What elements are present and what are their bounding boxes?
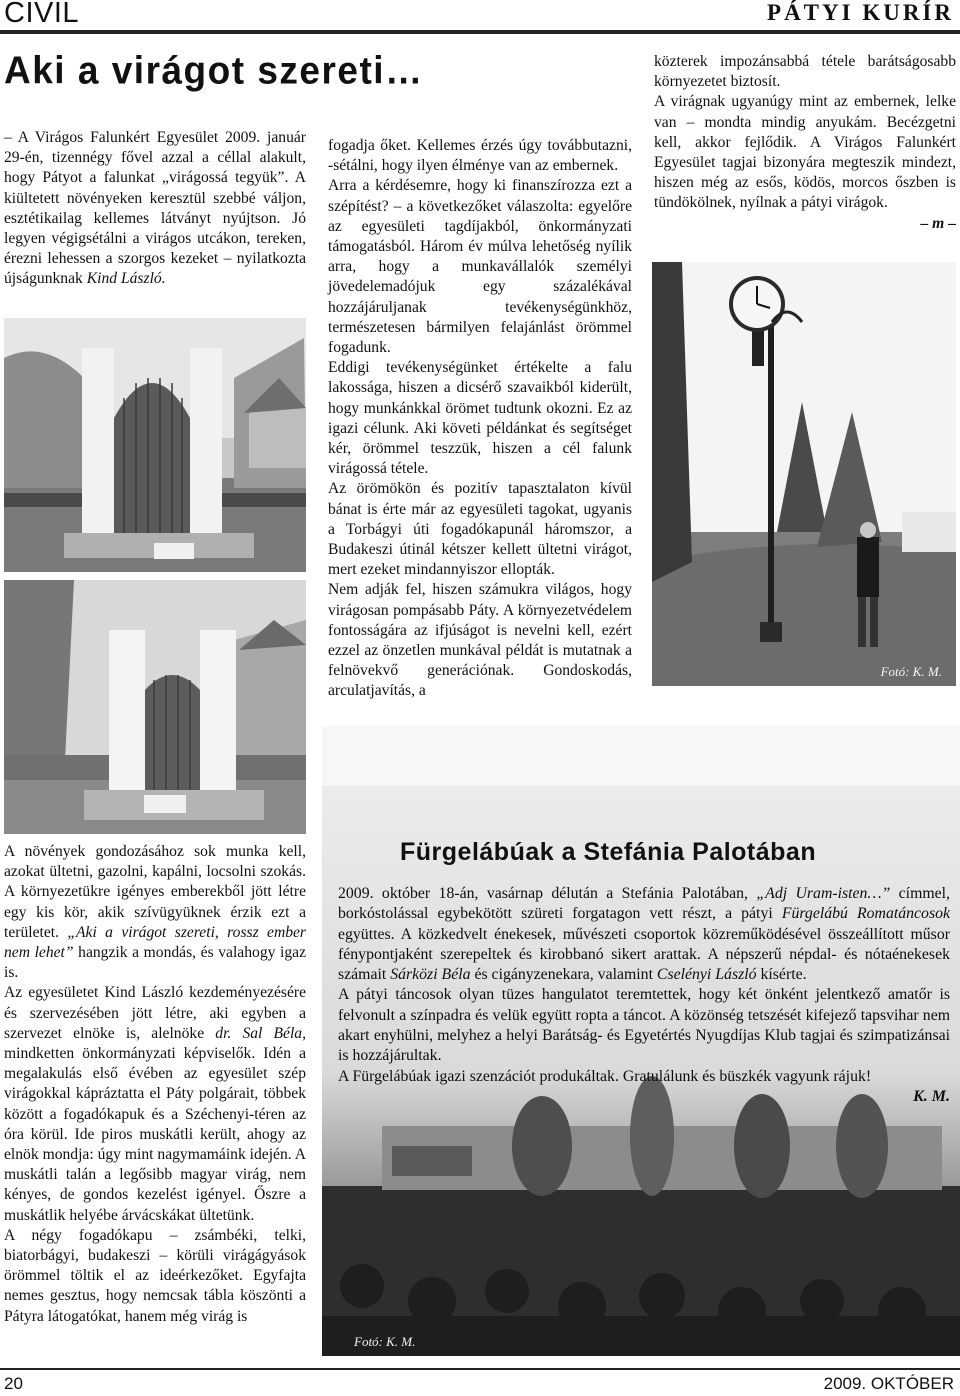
col1-name: dr. Sal Béla, — [215, 1024, 307, 1042]
page-number: 20 — [4, 1374, 23, 1393]
a2-p1b: címmel, borkóstolással egybekötött szüreti forgatagon vett részt, a pátyi — [338, 885, 950, 923]
a2-p1d: és cigányzenekara, valamint — [474, 966, 653, 984]
magazine-name: PÁTYI KURÍR — [767, 0, 954, 25]
dancers-photo-caption: Fotó: K. M. — [354, 1334, 416, 1349]
col2-para-5: Nem adják fel, hiszen számukra világos, hogy virágosan pompásabb Páty. A környezetvédelem fontosságára az ifjúságot is nevelni kell, ezért ezzel az önzetlen munkával példát is mutatnak a felnövekvő generációnak. Gondoskodás, arculatjavítás, a — [328, 581, 632, 700]
col3-para-1: közterek impozánsabbá tétele barátságosabb környezetet biztosít. — [654, 53, 956, 91]
col1-quote: „Aki a virágot szereti, rossz ember nem lehet” — [4, 923, 306, 962]
article-title: Aki a virágot szereti… — [4, 48, 424, 92]
article-intro — [4, 128, 306, 290]
issue-date: 2009. OKTÓBER — [823, 1374, 954, 1393]
a2-p1-singer2: Cselényi László — [656, 966, 757, 984]
article-signature: – m – — [920, 214, 956, 232]
col1-para-3: A négy fogadókapu – zsámbéki, telki, biatorbágyi, budakeszi – körüli virágágyások örömmel töltik el az ideérkezőket. Egyfajta nemes gesztus, hogy nemcsak tábla köszönti a Pátyra látogatókat, hanem még virág is — [4, 1226, 306, 1325]
col1-para-2: Az egyesületet Kind László kezdeményezésére és szervezésében jött létre, aki egyben a szervezet elnöke is, alelnöke — [4, 984, 306, 1042]
footer-rule — [0, 1368, 960, 1370]
col1-para-1: A növények gondozásához sok munka kell, azokat ültetni, gazolni, kapálni, locsolni szokás. A környezetükre igényes emberekből jött létre egy kis kör, akik szívügyüknek érzik ezt a területet. — [4, 843, 306, 941]
a2-p1a: 2009. október 18-án, vasárnap délután a Stefánia Palotában, — [338, 885, 748, 902]
article2-body — [338, 884, 950, 1107]
col1-para-1b: hangzik a mondás, és valahogy igaz is. — [4, 944, 306, 982]
a2-p1e: kísérte. — [760, 966, 807, 984]
article-column-2 — [328, 136, 632, 702]
clock-photo-caption: Fotó: K. M. — [880, 664, 942, 679]
a2-p1c: együttes. A közkedvelt énekesek, művészeti csoportok közreműködésével összeállított műsor fénypontjaként szerepeltek és kirobbanó sikert arattak. A népszerű népdal- és nótaénekesek számait — [338, 925, 950, 984]
section-label: CIVIL — [4, 0, 80, 29]
a2-para-2: A pátyi táncosok olyan tüzes hangulatot teremtettek, hogy két önként jelentkező amatőr is felvonult a színpadra és velük együtt ropta a táncot. A közönség tetszését kifejező tapsvihar nem akart enyhülni, melyhez a helyi Barátság- és Egyetértés Nyugdíjas Klub tagjai és szimpatizánsai is hozzájárultak. — [338, 986, 950, 1065]
article-column-3 — [654, 52, 956, 234]
col2-para-4: Az örömökön és pozitív tapasztalaton kívül bánat is érte már az egyesületi tagokat, ugyanis a Torbágyi úti fogadókapunál háromszor, a Budakeszi útinál kétszer kellett ültetni virágot, mert ezeket mindannyiszor ellopták. — [328, 480, 632, 579]
header-rule — [0, 30, 960, 34]
gate-photo-1 — [4, 318, 306, 572]
article2-signature: K. M. — [913, 1087, 950, 1105]
a2-p1-quote: „Adj Uram-isten…” — [756, 885, 891, 902]
a2-p1-singer: Sárközi Béla — [390, 966, 471, 984]
col2-para-2: Arra a kérdésemre, hogy ki finanszírozza ezt a szépítést? – a következőket válaszolta: egyelőre az egyesületi tagdíjakból, önkormányzati támogatásból. Három év múlva lehetőség nyílik arra, hogy a munkavállalók személyi jövedelemadójuk egy százalékával hozzájáruljanak tevékenységünkhöz, természetesen bármilyen felajánlást örömmel fogadunk. — [328, 177, 632, 357]
a2-p1-group: Fürgelábú Romatáncosok — [781, 905, 951, 923]
article-column-1 — [4, 842, 306, 1327]
article2-title: Fürgelábúak a Stefánia Palotában — [400, 838, 817, 866]
col1-para-2b: mindketten önkormányzati képviselők. Idén a megalakulás első évében az egyesület szép virágokkal kápráztatta el Páty polgárait, többek között a fogadókapuk és a Széchenyi-téren az óra körül. Ide piros muskátli került, ahogy az elnök mondja: úgy mint nagymamáink idején. A muskátli talán a legősibb magyar virág, nem kényes, de gondos kezelést igényel. Őszre a muskátlik helyébe árvácskákat ültetünk. — [4, 1045, 306, 1224]
col2-para-1: fogadja őket. Kellemes érzés úgy továbbutazni, -sétálni, hogy ilyen élménye van az embernek. — [328, 137, 632, 175]
col2-para-3: Eddigi tevékenységünket értékelte a falu lakossága, hiszen a dicsérő szavaikból kiderült, hogy munkánkkal örömet tudtunk okozni. Ez az igazi célunk. Aki követi példánkat és segítséget kér, örömmel teszzük, hiszen a cél falunk virágossá tétele. — [328, 359, 632, 478]
a2-para-3: A Fürgelábúak igazi szenzációt produkáltak. Gratulálunk és büszkék vagyunk rájuk! — [338, 1067, 872, 1085]
intro-text: – A Virágos Falunkért Egyesület 2009. január 29-én, tizennégy fővel azzal a céllal alakult, hogy Pátyot a falunkat „virágossá tegyük”. A kiültetett növényeken keresztül szebbé váljon, esztétikailag kellemes látványt nyújtson. Jó legyen végigsétálni a virágos utcákon, tereken, érezni lehessen a szorgos kezeket – nyilatkozta újságunknak — [4, 129, 306, 288]
col3-para-2: A virágnak ugyanúgy mint az embernek, lelke van – mondta mindig anyukám. Becézgetni kell, akkor fejlődik. A Virágos Falunkért Egyesület tagjai bizonyára megteszik mindezt, hiszen még az esős, ködös, morcos őszben is tündökölnek, nyílnak a pátyi virágok. — [654, 93, 956, 212]
intro-name: Kind László. — [86, 270, 166, 288]
gate-photo-2 — [4, 580, 306, 834]
clock-photo — [652, 262, 956, 686]
